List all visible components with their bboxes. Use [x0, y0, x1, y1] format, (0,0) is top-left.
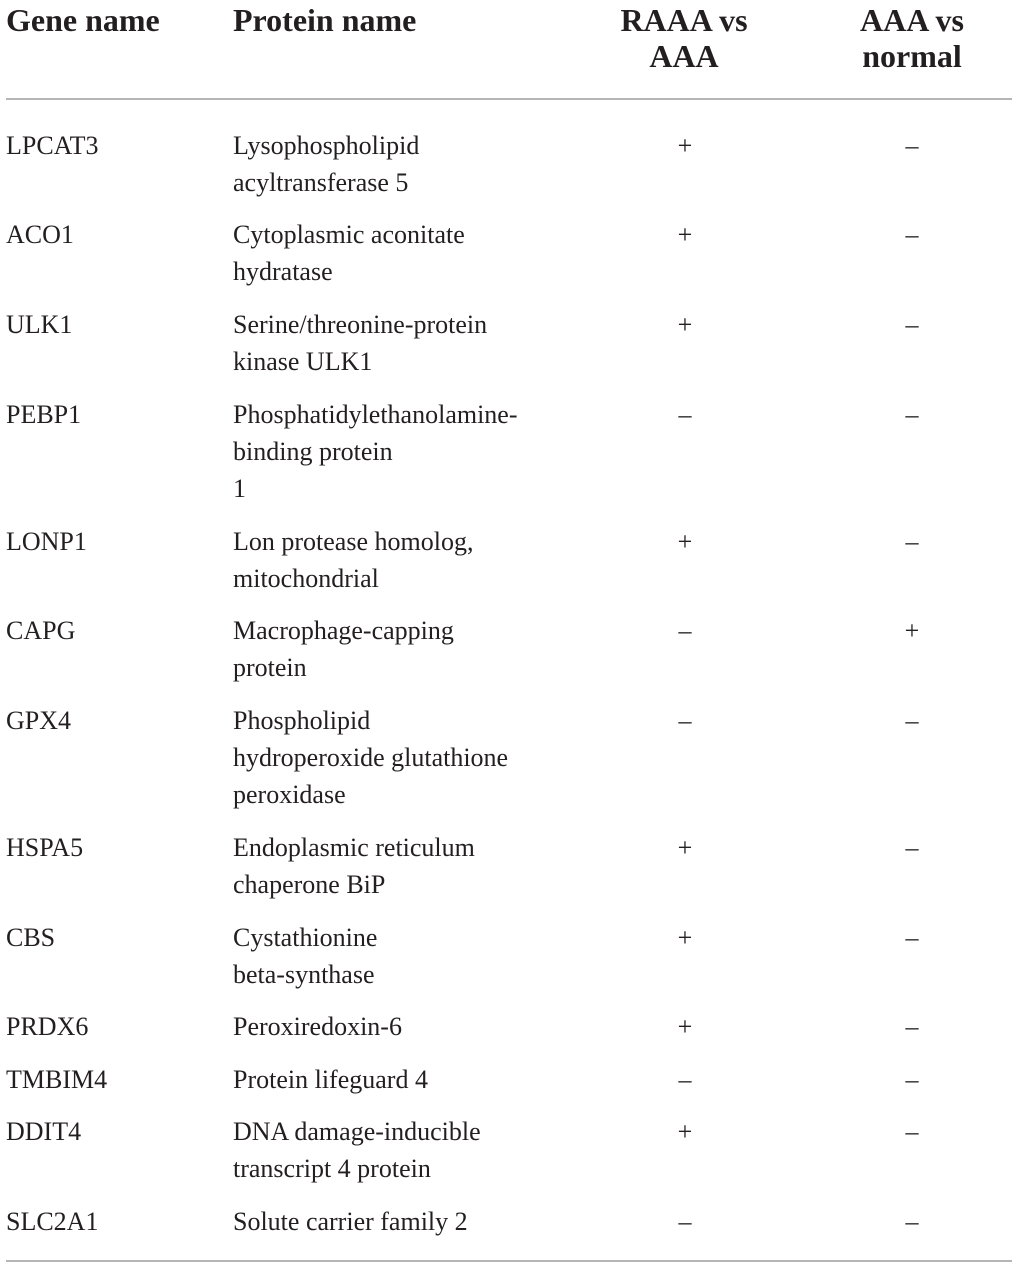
protein-name-cell — [233, 702, 508, 813]
raaa-vs-aaa-cell: + — [677, 220, 693, 249]
raaa-vs-aaa-cell: + — [677, 1117, 693, 1146]
gene-name-cell: SLC2A1 — [6, 1207, 99, 1236]
raaa-vs-aaa-cell: – — [678, 616, 692, 645]
raaa-vs-aaa-cell: + — [677, 527, 693, 556]
header-divider — [6, 98, 1012, 100]
protein-name-cell — [233, 1008, 402, 1045]
aaa-vs-normal-cell: + — [904, 616, 920, 645]
raaa-vs-aaa-cell: + — [677, 131, 693, 160]
header-aaa-line2: normal — [862, 38, 962, 74]
raaa-vs-aaa-cell: – — [678, 1065, 692, 1094]
protein-name-line: Protein lifeguard 4 — [233, 1065, 428, 1094]
header-gene-name: Gene name — [6, 2, 160, 38]
gene-name-cell: GPX4 — [6, 706, 72, 735]
raaa-vs-aaa-cell: – — [678, 706, 692, 735]
protein-name-line: Peroxiredoxin-6 — [233, 1012, 402, 1041]
protein-name-line: DNA damage-inducible — [233, 1117, 481, 1146]
protein-name-cell — [233, 306, 487, 380]
protein-name-line: Cystathionine — [233, 923, 378, 952]
header-raaa-line2: AAA — [649, 38, 719, 74]
gene-name-cell: TMBIM4 — [6, 1065, 108, 1094]
gene-name-cell: LPCAT3 — [6, 131, 99, 160]
header-protein-name: Protein name — [233, 2, 417, 38]
gene-name-cell: CAPG — [6, 616, 76, 645]
aaa-vs-normal-cell: – — [905, 310, 919, 339]
gene-name-cell: DDIT4 — [6, 1117, 82, 1146]
protein-name-line: protein — [233, 653, 307, 682]
gene-name-cell: PRDX6 — [6, 1012, 89, 1041]
gene-name-cell: ACO1 — [6, 220, 74, 249]
protein-name-cell — [233, 216, 465, 290]
raaa-vs-aaa-cell: + — [677, 833, 693, 862]
raaa-vs-aaa-cell: + — [677, 1012, 693, 1041]
protein-name-line: chaperone BiP — [233, 870, 386, 899]
raaa-vs-aaa-cell: + — [677, 310, 693, 339]
protein-name-cell — [233, 396, 518, 507]
protein-name-cell — [233, 919, 377, 993]
aaa-vs-normal-cell: – — [905, 400, 919, 429]
aaa-vs-normal-cell: – — [905, 706, 919, 735]
header-raaa-line1: RAAA vs — [620, 2, 748, 38]
aaa-vs-normal-cell: – — [905, 923, 919, 952]
protein-name-line: Macrophage-capping — [233, 616, 454, 645]
aaa-vs-normal-cell: – — [905, 1117, 919, 1146]
protein-name-line: beta-synthase — [233, 960, 375, 989]
raaa-vs-aaa-cell: + — [677, 923, 693, 952]
header-raaa-vs-aaa — [594, 2, 774, 74]
protein-name-line: acyltransferase 5 — [233, 168, 409, 197]
protein-name-line: mitochondrial — [233, 564, 379, 593]
gene-name-cell: LONP1 — [6, 527, 87, 556]
protein-name-cell — [233, 523, 473, 597]
gene-name-cell: HSPA5 — [6, 833, 84, 862]
gene-name-cell: CBS — [6, 923, 56, 952]
protein-name-line: Phospholipid — [233, 706, 371, 735]
raaa-vs-aaa-cell: – — [678, 1207, 692, 1236]
protein-name-line: kinase ULK1 — [233, 347, 373, 376]
protein-name-cell — [233, 1113, 481, 1187]
protein-name-line: hydroperoxide glutathione — [233, 743, 509, 772]
protein-name-line: Solute carrier family 2 — [233, 1207, 468, 1236]
protein-name-cell — [233, 127, 419, 201]
protein-name-line: 1 — [233, 474, 246, 503]
aaa-vs-normal-cell: – — [905, 833, 919, 862]
protein-name-line: peroxidase — [233, 780, 346, 809]
aaa-vs-normal-cell: – — [905, 1065, 919, 1094]
protein-name-line: Endoplasmic reticulum — [233, 833, 475, 862]
protein-name-line: transcript 4 protein — [233, 1154, 431, 1183]
protein-name-cell — [233, 829, 475, 903]
protein-name-line: Cytoplasmic aconitate — [233, 220, 465, 249]
header-aaa-vs-normal — [822, 2, 1002, 74]
protein-name-line: Phosphatidylethanolamine- — [233, 400, 518, 429]
protein-name-line: hydratase — [233, 257, 333, 286]
table-bottom-rule — [6, 1260, 1012, 1262]
aaa-vs-normal-cell: – — [905, 1012, 919, 1041]
aaa-vs-normal-cell: – — [905, 220, 919, 249]
protein-name-line: Serine/threonine-protein — [233, 310, 488, 339]
protein-name-line: Lon protease homolog, — [233, 527, 474, 556]
protein-name-line: binding protein — [233, 437, 393, 466]
gene-name-cell: ULK1 — [6, 310, 73, 339]
protein-name-line: Lysophospholipid — [233, 131, 420, 160]
aaa-vs-normal-cell: – — [905, 131, 919, 160]
aaa-vs-normal-cell: – — [905, 527, 919, 556]
raaa-vs-aaa-cell: – — [678, 400, 692, 429]
protein-name-cell — [233, 1203, 468, 1240]
protein-name-cell — [233, 1061, 428, 1098]
gene-name-cell: PEBP1 — [6, 400, 82, 429]
protein-name-cell — [233, 612, 454, 686]
header-aaa-line1: AAA vs — [859, 2, 964, 38]
aaa-vs-normal-cell: – — [905, 1207, 919, 1236]
